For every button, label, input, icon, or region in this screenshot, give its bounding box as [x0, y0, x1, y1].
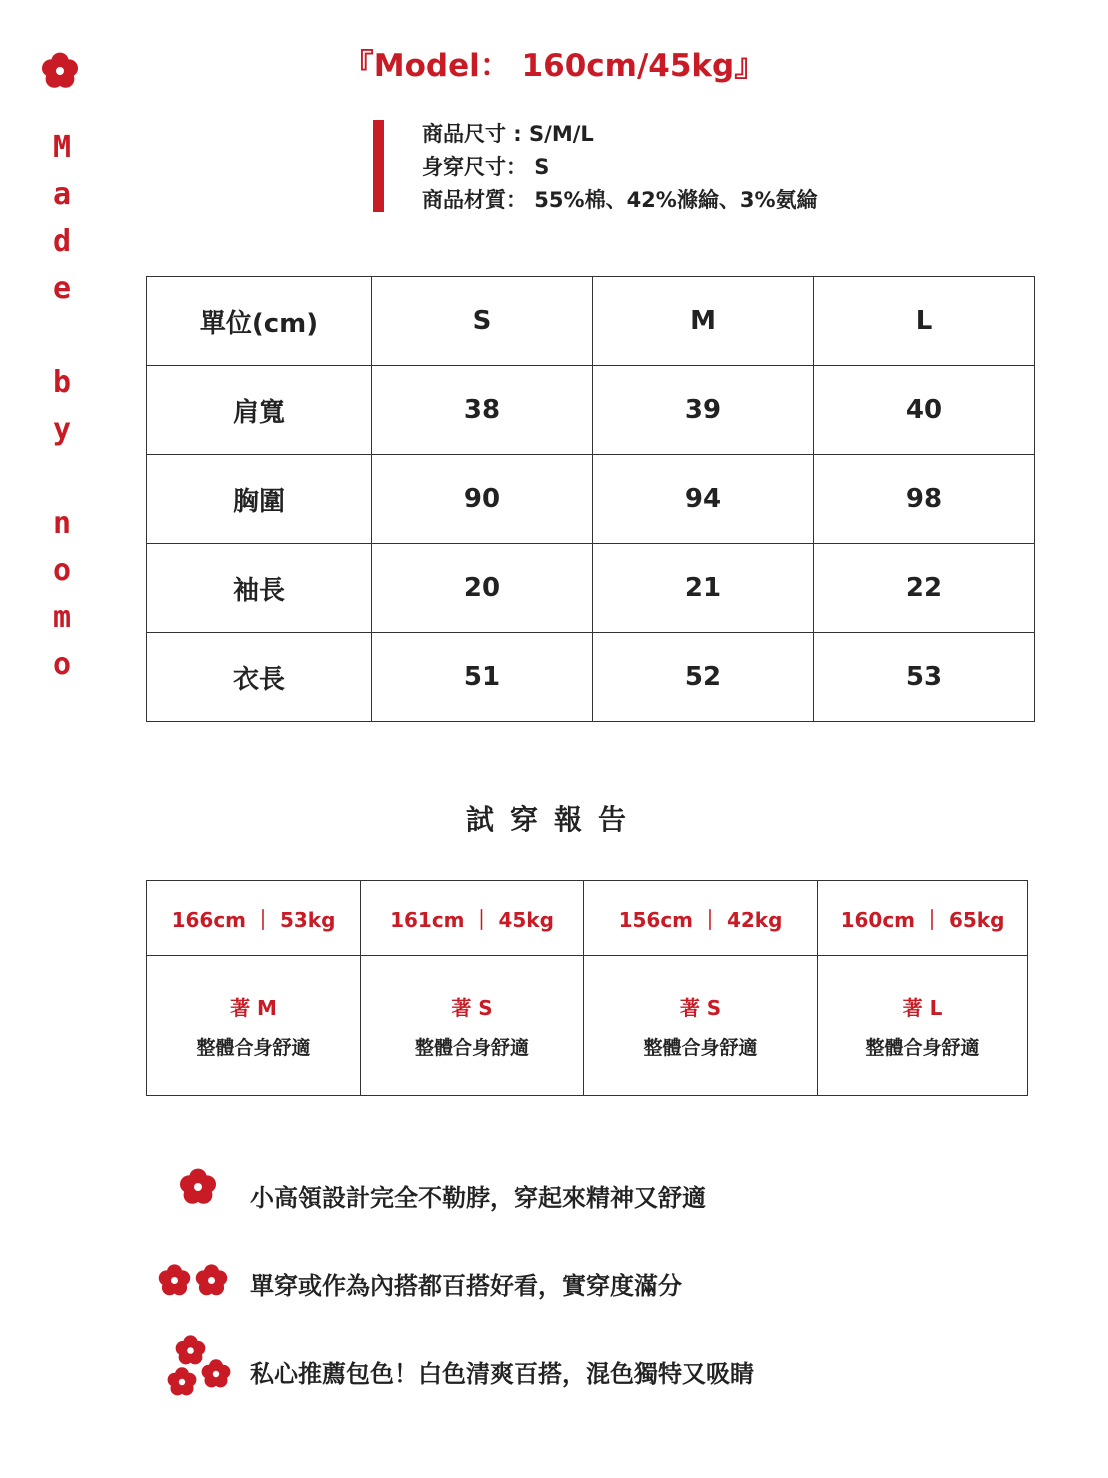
table-cell: 22 — [814, 544, 1035, 633]
fit-report-body-row — [147, 956, 1028, 1096]
row-label: 肩寬 — [147, 366, 372, 455]
table-cell: 39 — [593, 366, 814, 455]
tester-stats: 160cm ｜ 65kg — [818, 881, 1028, 956]
table-cell: 53 — [814, 633, 1035, 722]
header-cell: L — [814, 277, 1035, 366]
tester-size: 著 S — [679, 995, 722, 1020]
table-row — [147, 366, 1035, 455]
brand-letter: a — [52, 177, 72, 212]
table-cell: 51 — [372, 633, 593, 722]
table-cell: 94 — [593, 455, 814, 544]
table-row — [147, 633, 1035, 722]
feature-item: 小高領設計完全不勒脖，穿起來精神又舒適 — [250, 1184, 706, 1212]
brand-vertical-text — [40, 124, 84, 688]
table-cell: 20 — [372, 544, 593, 633]
header-cell: M — [593, 277, 814, 366]
brand-letter: b — [52, 365, 72, 400]
feature-item: 私心推薦包色！白色清爽百搭，混色獨特又吸睛 — [250, 1360, 754, 1388]
table-cell: 40 — [814, 366, 1035, 455]
table-row — [147, 455, 1035, 544]
brand-letter-gap — [40, 312, 84, 359]
model-info: 『Model： 160cm/45kg』 — [342, 48, 766, 84]
tester-result — [584, 956, 818, 1096]
table-cell: 52 — [593, 633, 814, 722]
row-label: 胸圍 — [147, 455, 372, 544]
tester-result — [818, 956, 1028, 1096]
size-table-header — [147, 277, 1035, 366]
tester-note: 整體合身舒適 — [196, 1036, 311, 1059]
tester-note: 整體合身舒適 — [865, 1036, 980, 1059]
brand-letter: e — [52, 271, 72, 306]
table-row — [147, 544, 1035, 633]
header-cell: S — [372, 277, 593, 366]
tester-result — [147, 956, 361, 1096]
brand-letter: m — [52, 600, 72, 635]
tester-stats: 166cm ｜ 53kg — [147, 881, 361, 956]
brand-letter: o — [52, 647, 72, 682]
tester-note: 整體合身舒適 — [643, 1036, 758, 1059]
brand-letter: n — [52, 506, 72, 541]
tester-stats: 156cm ｜ 42kg — [584, 881, 818, 956]
flower-bullet-icon — [178, 1167, 218, 1207]
flower-bullet-icon — [157, 1263, 192, 1298]
table-cell: 21 — [593, 544, 814, 633]
brand-letter-gap — [40, 453, 84, 500]
spec-line-worn: 身穿尺寸： S — [422, 155, 550, 179]
tester-size: 著 L — [902, 995, 943, 1020]
flower-bullet-icon — [166, 1366, 198, 1398]
flower-bullet-icon — [200, 1358, 232, 1390]
fit-report-title: 試穿報告 — [465, 803, 642, 836]
brand-letter: y — [52, 412, 72, 447]
table-cell: 38 — [372, 366, 593, 455]
brand-letter: o — [52, 553, 72, 588]
row-label: 衣長 — [147, 633, 372, 722]
size-table — [146, 276, 1035, 722]
brand-letter: d — [52, 224, 72, 259]
fit-report-table — [146, 880, 1028, 1096]
spec-line-size: 商品尺寸 : S/M/L — [422, 122, 594, 146]
table-cell: 90 — [372, 455, 593, 544]
tester-stats: 161cm ｜ 45kg — [361, 881, 584, 956]
tester-size: 著 S — [451, 995, 493, 1020]
header-cell: 單位(cm) — [147, 277, 372, 366]
tester-result — [361, 956, 584, 1096]
row-label: 袖長 — [147, 544, 372, 633]
spec-line-material: 商品材質： 55%棉、42%滌綸、3%氨綸 — [422, 188, 818, 212]
tester-note: 整體合身舒適 — [414, 1036, 529, 1059]
spec-accent-bar — [373, 120, 384, 212]
feature-item: 單穿或作為內搭都百搭好看，實穿度滿分 — [250, 1272, 682, 1300]
spec-block — [422, 118, 818, 217]
flower-bullet-icon — [194, 1263, 229, 1298]
brand-letter: M — [52, 130, 72, 165]
tester-size: 著 M — [230, 995, 277, 1020]
fit-report-header-row — [147, 881, 1028, 956]
table-cell: 98 — [814, 455, 1035, 544]
